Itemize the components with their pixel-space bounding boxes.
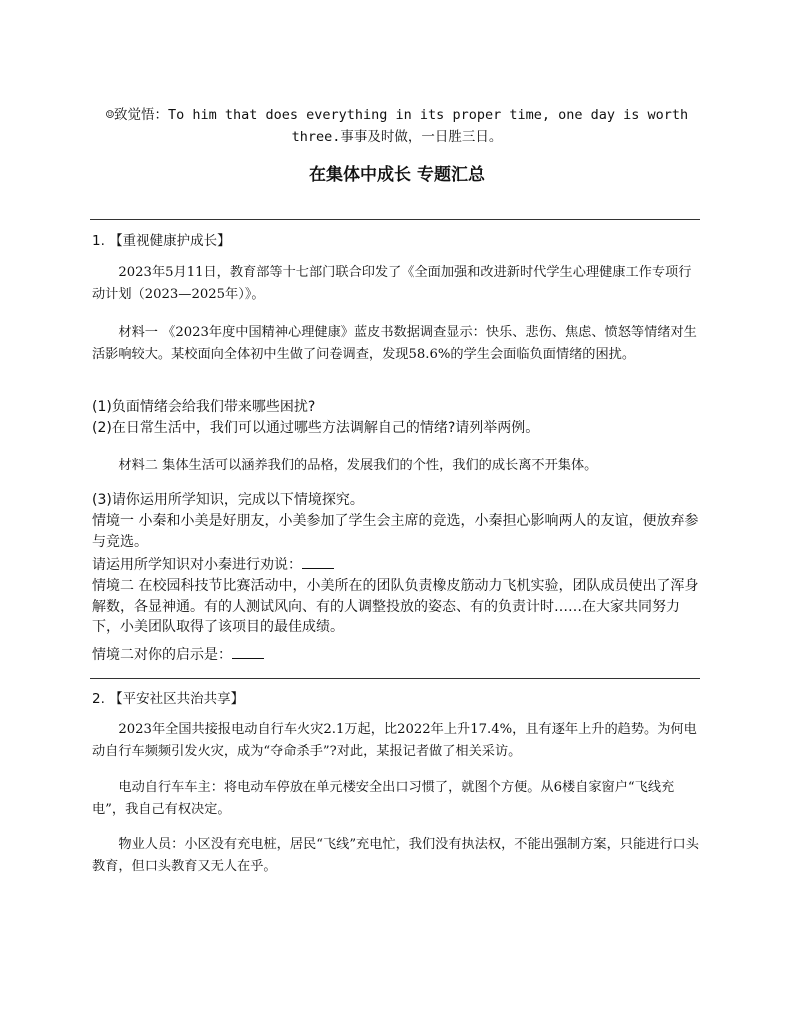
answer-blank-2[interactable] bbox=[232, 646, 264, 659]
question-1-heading: 1. 【重视健康护成长】 bbox=[92, 233, 231, 249]
divider bbox=[90, 219, 700, 220]
scene-2-prompt: 情境二对你的启示是： bbox=[92, 647, 232, 663]
question-1-material-1: 材料一 《2023年度中国精神心理健康》蓝皮书数据调查显示：快乐、悲伤、焦虑、愤怒等情绪对生活影响较大。某校面向全体初中生做了问卷调查，发现58.6%的学生会面临负面情绪的困扰。 bbox=[92, 325, 697, 362]
question-1-sub-1: (1)负面情绪会给我们带来哪些困扰? bbox=[92, 399, 316, 415]
scene-2-prompt-line bbox=[92, 645, 700, 666]
answer-blank-1[interactable] bbox=[302, 556, 334, 569]
motto-line-1: ☺致觉悟：To him that does everything in its proper time, one day is worth bbox=[105, 107, 689, 123]
question-2-intro: 2023年全国共接报电动自行车火灾2.1万起，比2022年上升17.4%，且有逐年上升的趋势。为何电动自行车频频引发火灾，成为“夺命杀手”?对此，某报记者做了相关采访。 bbox=[92, 722, 697, 759]
divider bbox=[90, 678, 700, 679]
question-2-heading: 2. 【平安社区共治共享】 bbox=[92, 691, 245, 707]
scene-2: 情境二 在校园科技节比赛活动中，小美所在的团队负责橡皮筋动力飞机实验，团队成员使出了浑身解数，各显神通。有的人测试风向、有的人调整投放的姿态、有的负责计时……在大家共同努力下，小美团队取得了该项目的最佳成绩。 bbox=[92, 578, 699, 635]
question-1-sub-2: (2)在日常生活中，我们可以通过哪些方法调解自己的情绪?请列举两例。 bbox=[92, 420, 540, 436]
scene-1: 情境一 小秦和小美是好朋友，小美参加了学生会主席的竞选，小秦担心影响两人的友谊，便放弃参与竞选。 bbox=[92, 513, 699, 550]
question-2-staff-quote: 物业人员：小区没有充电桩，居民“飞线”充电忙，我们没有执法权，不能出强制方案，只能进行口头教育，但口头教育又无人在乎。 bbox=[92, 837, 699, 874]
question-2-owner-quote: 电动自行车车主：将电动车停放在单元楼安全出口习惯了，就图个方便。从6楼自家窗户“飞线充电”，我自己有权决定。 bbox=[92, 780, 675, 817]
motto-line-2: three.事事及时做，一日胜三日。 bbox=[291, 129, 503, 145]
scene-1-prompt-line bbox=[92, 555, 700, 576]
scene-1-prompt: 请运用所学知识对小秦进行劝说： bbox=[92, 557, 302, 573]
motto bbox=[90, 104, 704, 148]
question-1-material-2: 材料二 集体生活可以涵养我们的品格，发展我们的个性，我们的成长离不开集体。 bbox=[118, 458, 598, 473]
question-1-sub-3: (3)请你运用所学知识，完成以下情境探究。 bbox=[92, 492, 364, 508]
page-title: 在集体中成长 专题汇总 bbox=[309, 165, 485, 185]
question-1-intro: 2023年5月11日，教育部等十七部门联合印发了《全面加强和改进新时代学生心理健康工作专项行动计划（2023—2025年）》。 bbox=[92, 265, 692, 302]
